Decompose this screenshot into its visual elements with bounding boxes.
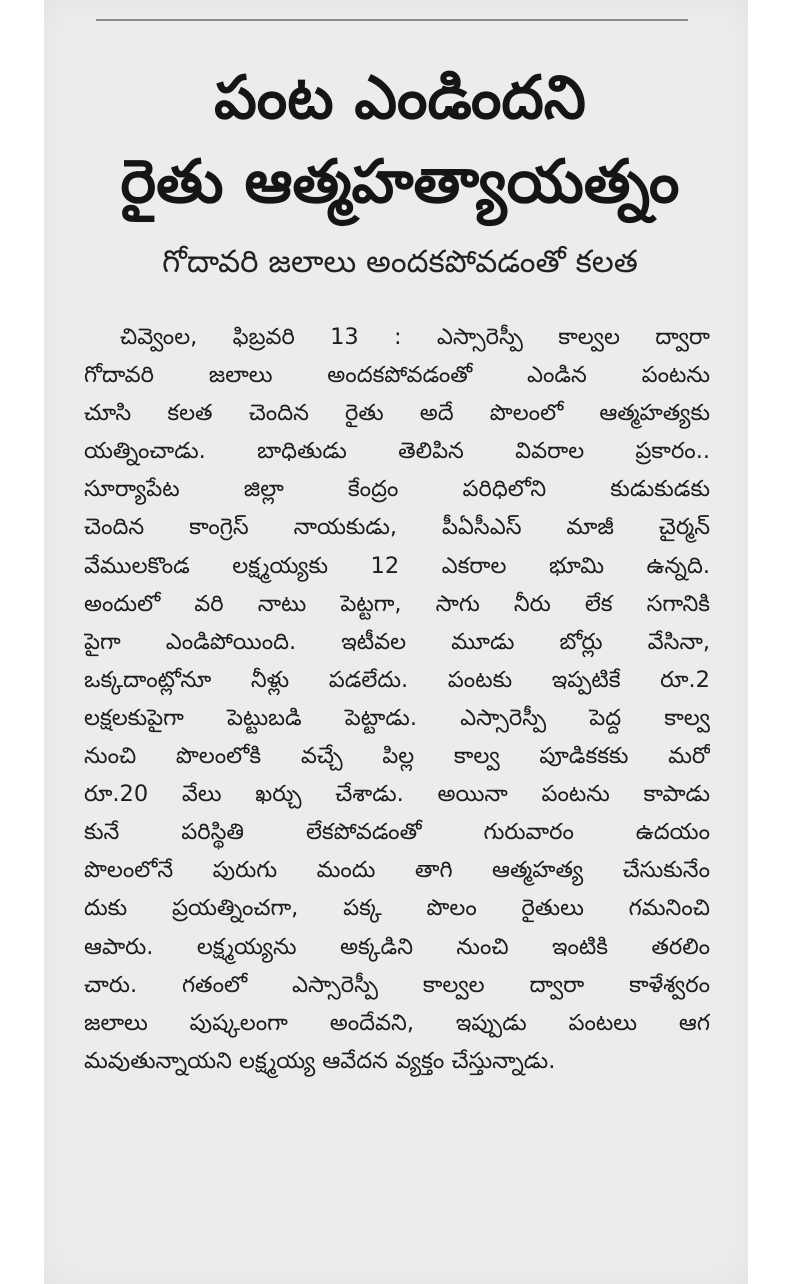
headline-line-2: రైతు ఆత్మహత్యాయత్నం — [120, 147, 680, 217]
body-line: పొలంలోనే పురుగు మందు తాగి ఆత్మహత్య చేసుకునేం — [84, 857, 710, 884]
body-line: చివ్వెంల, ఫిబ్రవరి 13 : ఎస్సారెస్పీ కాల్వల ద్వారా — [120, 324, 710, 350]
article-body — [84, 318, 710, 1080]
body-line: నుంచి పొలంలోకి వచ్చే పిల్ల కాల్వ పూడికకకు మరో — [84, 743, 710, 770]
body-line: గోదావరి జలాలు అందకపోవడంతో ఎండిన పంటను — [84, 362, 710, 389]
body-line: సూర్యాపేట జిల్లా కేంద్రం పరిధిలోని కుడుకుడకు — [84, 476, 710, 503]
body-line: లక్షలకుపైగా పెట్టుబడి పెట్టాడు. ఎస్సారెస్పీ పెద్ద కాల్వ — [84, 704, 710, 731]
body-line: పైగా ఎండిపోయింది. ఇటీవల మూడు బోర్లు వేసినా, — [84, 628, 710, 655]
headline-line-1: పంట ఎండిందని — [214, 63, 586, 133]
top-rule-divider — [96, 19, 688, 21]
body-line: ఒక్కదాంట్లోనూ నీళ్లు పడలేదు. పంటకు ఇప్పటికే రూ.2 — [84, 666, 710, 693]
body-line: కునే పరిస్థితి లేకపోవడంతో గురువారం ఉదయం — [84, 819, 710, 846]
body-line: చెందిన కాంగ్రెస్ నాయకుడు, పీఏసీఎస్ మాజీ చైర్మన్ — [84, 514, 710, 541]
subheadline: గోదావరి జలాలు అందకపోవడంతో కలత — [162, 244, 638, 280]
body-line: రూ.20 వేలు ఖర్చు చేశాడు. అయినా పంటను కాపాడు — [84, 781, 710, 808]
body-line: మవుతున్నాయని లక్ష్మయ్య ఆవేదన వ్యక్తం చేస్తున్నాడు. — [84, 1047, 556, 1074]
body-line: చూసి కలత చెందిన రైతు అదే పొలంలో ఆత్మహత్యకు — [84, 400, 710, 427]
body-line: ఆపారు. లక్ష్మయ్యను అక్కడిని నుంచి ఇంటికి తరలిం — [84, 933, 710, 960]
body-line: చారు. గతంలో ఎస్సారెస్పీ కాల్వల ద్వారా కాళేశ్వరం — [84, 971, 710, 998]
body-line: యత్నించాడు. బాధితుడు తెలిపిన వివరాల ప్రకారం.. — [84, 438, 710, 465]
body-line: వేములకొండ లక్ష్మయ్యకు 12 ఎకరాల భూమి ఉన్నది. — [84, 552, 710, 579]
body-line: అందులో వరి నాటు పెట్టగా, సాగు నీరు లేక సగానికి — [84, 590, 710, 617]
body-line: దుకు ప్రయత్నించగా, పక్క పొలం రైతులు గమనించి — [84, 895, 710, 922]
body-line: జలాలు పుష్కలంగా అందేవని, ఇప్పుడు పంటలు ఆగ — [84, 1009, 710, 1036]
